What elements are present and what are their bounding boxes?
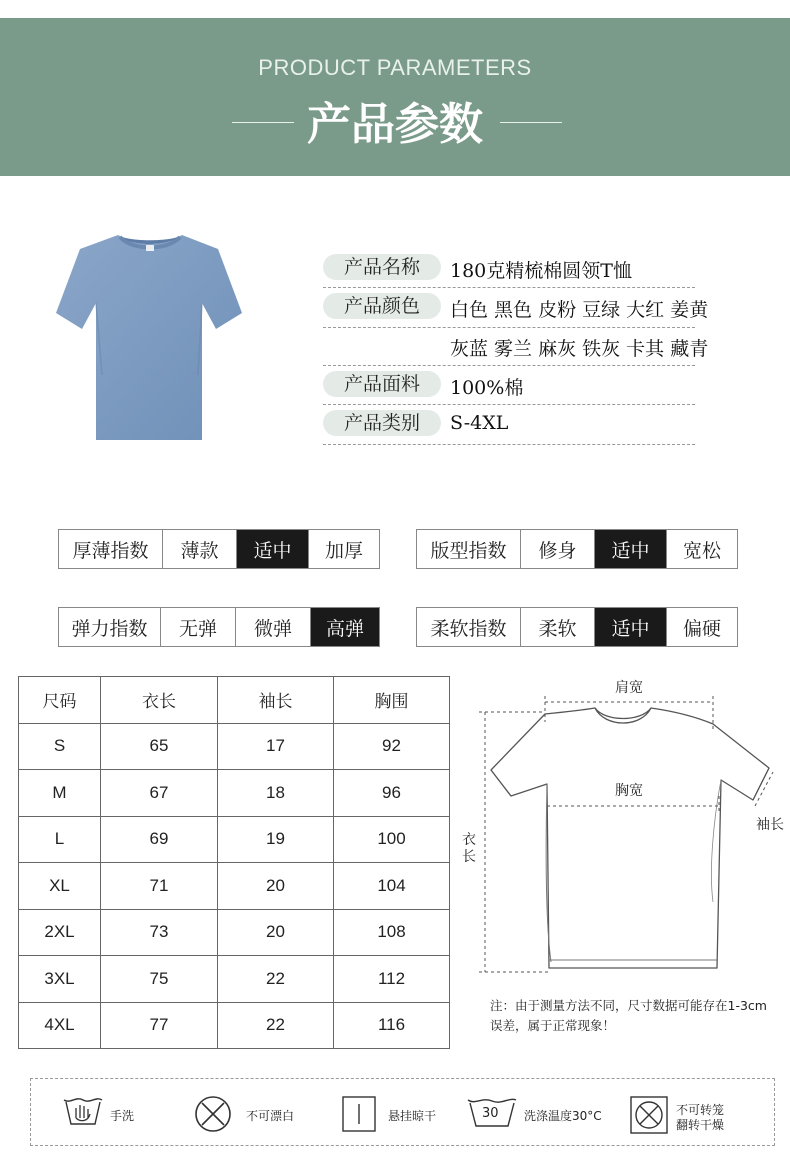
cell-size: M bbox=[19, 770, 101, 817]
table-row bbox=[19, 816, 450, 863]
info-label-fabric: 产品面料 bbox=[323, 371, 441, 397]
no-bleach-icon bbox=[193, 1094, 233, 1134]
thickness-option-thin: 薄款 bbox=[163, 530, 237, 568]
cell-sleeve: 18 bbox=[218, 770, 334, 817]
softness-index-label: 柔软指数 bbox=[417, 608, 521, 646]
thickness-index bbox=[58, 529, 380, 569]
fit-option-loose: 宽松 bbox=[682, 539, 721, 562]
cell-chest: 100 bbox=[334, 816, 450, 863]
divider bbox=[323, 404, 695, 405]
header-sleeve: 袖长 bbox=[218, 677, 334, 724]
thickness-index-label: 厚薄指数 bbox=[59, 530, 163, 568]
divider bbox=[323, 444, 695, 445]
divider bbox=[323, 327, 695, 328]
size-table bbox=[18, 676, 450, 1049]
cell-size: S bbox=[19, 723, 101, 770]
care-label-hand-wash: 手洗 bbox=[110, 1109, 135, 1123]
table-row bbox=[19, 723, 450, 770]
no-tumble-dry-icon bbox=[630, 1096, 668, 1134]
hand-wash-icon bbox=[62, 1094, 104, 1128]
care-label-wash-temp: 洗涤温度30°C bbox=[524, 1109, 602, 1123]
softness-index bbox=[416, 607, 738, 647]
thickness-option-medium-selected: 适中 bbox=[237, 530, 309, 568]
cell-size: 4XL bbox=[19, 1002, 101, 1049]
banner-right-line bbox=[500, 122, 562, 123]
softness-option-hard: 偏硬 bbox=[682, 617, 721, 640]
banner-subtitle: PRODUCT PARAMETERS bbox=[258, 55, 532, 80]
table-row bbox=[19, 770, 450, 817]
diagram-sleeve-label: 袖长 bbox=[756, 817, 784, 833]
tshirt-photo bbox=[50, 225, 250, 450]
header-size: 尺码 bbox=[19, 677, 101, 724]
fit-option-regular-selected: 适中 bbox=[595, 530, 667, 568]
cell-size: 3XL bbox=[19, 956, 101, 1003]
elasticity-option-none: 无弹 bbox=[161, 608, 236, 646]
fit-index bbox=[416, 529, 738, 569]
info-label-size: 产品类别 bbox=[323, 410, 441, 436]
elasticity-index bbox=[58, 607, 380, 647]
cell-sleeve: 17 bbox=[218, 723, 334, 770]
table-row bbox=[19, 956, 450, 1003]
header-length: 衣长 bbox=[101, 677, 218, 724]
wash-temp-value: 30 bbox=[482, 1106, 499, 1121]
cell-chest: 112 bbox=[334, 956, 450, 1003]
banner-left-line bbox=[232, 122, 294, 123]
cell-sleeve: 22 bbox=[218, 956, 334, 1003]
table-row bbox=[19, 909, 450, 956]
thickness-option-thick: 加厚 bbox=[324, 539, 363, 562]
cell-chest: 108 bbox=[334, 909, 450, 956]
elasticity-index-label: 弹力指数 bbox=[59, 608, 161, 646]
table-row bbox=[19, 1002, 450, 1049]
info-label-name: 产品名称 bbox=[323, 254, 441, 280]
cell-sleeve: 20 bbox=[218, 863, 334, 910]
measurement-diagram bbox=[455, 672, 785, 992]
banner-title: 产品参数 bbox=[307, 99, 483, 150]
cell-sleeve: 19 bbox=[218, 816, 334, 863]
cell-length: 69 bbox=[101, 816, 218, 863]
info-value-color-2: 灰蓝 雾兰 麻灰 铁灰 卡其 藏青 bbox=[450, 338, 709, 360]
table-row bbox=[19, 863, 450, 910]
info-label-color: 产品颜色 bbox=[323, 293, 441, 319]
diagram-chest-label: 胸宽 bbox=[615, 783, 643, 799]
diagram-shoulder-label: 肩宽 bbox=[615, 680, 643, 696]
measurement-note: 注：由于测量方法不同，尺寸数据可能存在1-3cm 误差，属于正常现象！ bbox=[490, 998, 767, 1033]
diagram-length-label: 衣长 bbox=[462, 832, 476, 865]
cell-size: L bbox=[19, 816, 101, 863]
divider bbox=[323, 365, 695, 366]
cell-length: 71 bbox=[101, 863, 218, 910]
care-label-hang-dry: 悬挂晾干 bbox=[388, 1109, 437, 1123]
cell-length: 77 bbox=[101, 1002, 218, 1049]
cell-length: 67 bbox=[101, 770, 218, 817]
cell-sleeve: 20 bbox=[218, 909, 334, 956]
cell-chest: 104 bbox=[334, 863, 450, 910]
cell-length: 75 bbox=[101, 956, 218, 1003]
elasticity-option-high-selected: 高弹 bbox=[311, 608, 379, 646]
cell-size: 2XL bbox=[19, 909, 101, 956]
fit-index-label: 版型指数 bbox=[417, 530, 521, 568]
cell-length: 73 bbox=[101, 909, 218, 956]
table-header-row bbox=[19, 677, 450, 724]
cell-length: 65 bbox=[101, 723, 218, 770]
elasticity-option-slight: 微弹 bbox=[236, 608, 311, 646]
care-label-no-bleach: 不可漂白 bbox=[246, 1109, 295, 1123]
shirt-outline bbox=[491, 708, 769, 968]
info-value-name: 180克精梳棉圆领T恤 bbox=[450, 260, 632, 282]
cell-sleeve: 22 bbox=[218, 1002, 334, 1049]
cell-chest: 96 bbox=[334, 770, 450, 817]
header-chest: 胸围 bbox=[334, 677, 450, 724]
fit-option-slim: 修身 bbox=[521, 530, 595, 568]
cell-size: XL bbox=[19, 863, 101, 910]
softness-option-medium-selected: 适中 bbox=[595, 608, 667, 646]
hang-dry-icon bbox=[342, 1096, 376, 1132]
info-value-fabric: 100%棉 bbox=[450, 377, 524, 399]
care-label-no-tumble-1: 不可转笼 bbox=[676, 1103, 725, 1117]
info-value-size: S-4XL bbox=[450, 412, 509, 434]
care-label-no-tumble-2: 翻转干燥 bbox=[676, 1118, 725, 1132]
divider bbox=[323, 287, 695, 288]
cell-chest: 116 bbox=[334, 1002, 450, 1049]
cell-chest: 92 bbox=[334, 723, 450, 770]
softness-option-soft: 柔软 bbox=[521, 608, 595, 646]
info-value-color: 白色 黑色 皮粉 豆绿 大红 姜黄 bbox=[450, 299, 709, 321]
